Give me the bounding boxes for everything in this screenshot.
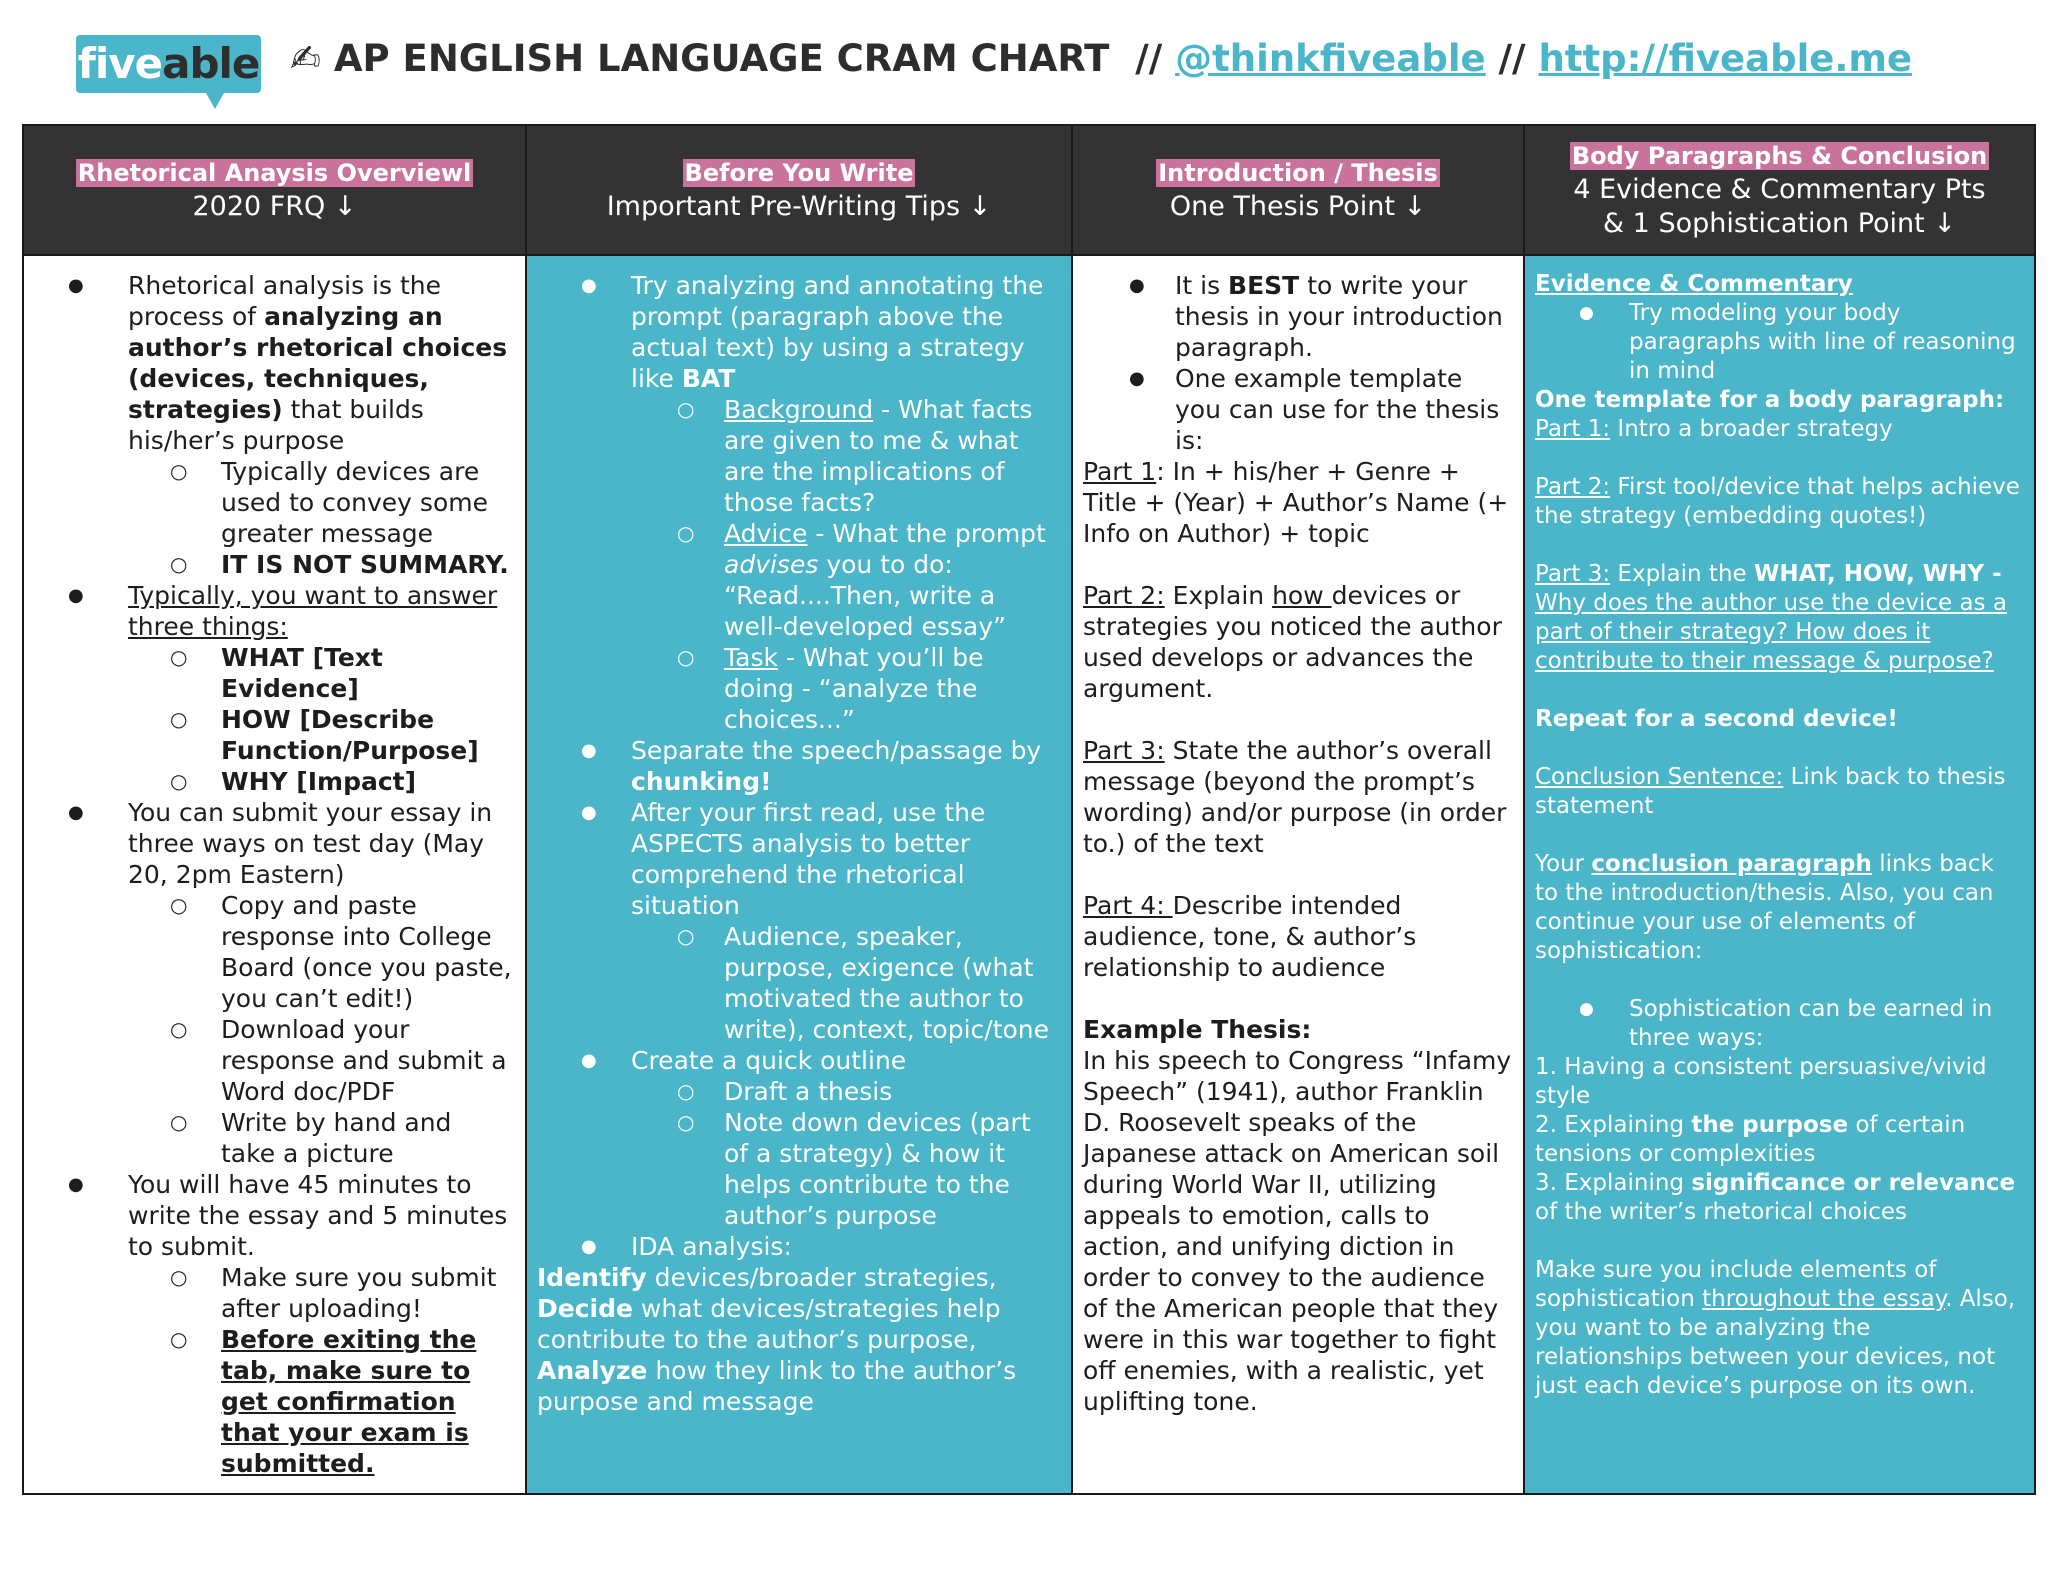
- ida-description: Identify devices/broader strategies, Decide what devices/strategies help contribute to the author’s purpose, Analyze how they link to the author’s purpose and message: [537, 1263, 1017, 1416]
- sophistication-way-2: 2. Explaining the purpose of certain tensions or complexities: [1535, 1112, 1966, 1167]
- list-item: ● It is BEST to write your thesis in your introduction paragraph.: [1083, 270, 1513, 363]
- title-text: AP ENGLISH LANGUAGE CRAM CHART: [333, 37, 1110, 80]
- column-header-overview: Rhetorical Anaysis Overviewl 2020 FRQ ↓: [23, 125, 526, 255]
- page-title: ✍ AP ENGLISH LANGUAGE CRAM CHART // @thinkfiveable // http://fiveable.me: [290, 37, 1913, 80]
- sophistication-way-3: 3. Explaining significance or relevance of the writer’s rhetorical choices: [1535, 1170, 2016, 1225]
- list-item: ○ Typically devices are used to convey some greater message: [24, 456, 513, 549]
- list-item: ● Rhetorical analysis is the process of analyzing an author’s rhetorical choices (devices, techniques, strategies) that builds his/her’s purpose: [24, 270, 513, 456]
- column-header-before-write: Before You Write Important Pre-Writing Tips ↓: [526, 125, 1072, 255]
- page-header: [0, 0, 2048, 125]
- column-header-body-conclusion: Body Paragraphs & Conclusion 4 Evidence & Commentary Pts & 1 Sophistication Point ↓: [1524, 125, 2035, 255]
- evidence-commentary-heading: Evidence & Commentary: [1535, 271, 1853, 297]
- overview-column: [23, 255, 526, 1494]
- list-item: ● Try analyzing and annotating the prompt (paragraph above the actual text) by using a strategy like BAT: [537, 270, 1061, 394]
- list-item: ○ Write by hand and take a picture: [24, 1107, 513, 1169]
- example-thesis-label: Example Thesis:: [1083, 1015, 1312, 1044]
- list-item: ○ WHAT [Text Evidence]: [24, 642, 513, 704]
- list-item: ○ Background - What facts are given to me & what are the implications of those facts?: [537, 394, 1061, 518]
- conclusion-sentence: Conclusion Sentence: Link back to thesis statement: [1535, 764, 2006, 819]
- body-part-3: Part 3: Explain the WHAT, HOW, WHY - Why does the author use the device as a part of their strategy? How does it contribute to their message & purpose?: [1535, 561, 2007, 674]
- cram-chart-table: [22, 124, 2036, 1495]
- thesis-part-1: Part 1: In + his/her + Genre + Title + (Year) + Author’s Name (+ Info on Author) + topic: [1083, 457, 1509, 548]
- list-item: ● Typically, you want to answer three things:: [24, 580, 513, 642]
- list-item: ○ Before exiting the tab, make sure to get confirmation that your exam is submitted.: [24, 1324, 513, 1479]
- before-you-write-column: [526, 255, 1072, 1494]
- header-row: [23, 125, 2035, 255]
- example-thesis-text: In his speech to Congress “Infamy Speech” (1941), author Franklin D. Roosevelt speaks of the Japanese attack on American soil during World War II, utilizing appeals to emotion, calls to action, and unifying diction in order to convey to the audience of the American people that they were in this war together to fight off enemies, with a realistic, yet uplifting tone.: [1083, 1046, 1512, 1416]
- body-conclusion-column: [1524, 255, 2035, 1494]
- thesis-column: [1072, 255, 1524, 1494]
- twitter-link[interactable]: @thinkfiveable: [1175, 37, 1486, 80]
- conclusion-paragraph: Your conclusion paragraph links back to the introduction/thesis. Also, you can continue your use of elements of sophistication:: [1535, 851, 1994, 964]
- content-row: [23, 255, 2035, 1494]
- list-item: ○ Copy and paste response into College Board (once you paste, you can’t edit!): [24, 890, 513, 1014]
- list-item: ● Sophistication can be earned in three ways:: [1535, 995, 2024, 1053]
- repeat-note: Repeat for a second device!: [1535, 706, 1898, 732]
- list-item: ○ HOW [Describe Function/Purpose]: [24, 704, 513, 766]
- body-part-2: Part 2: First tool/device that helps achieve the strategy (embedding quotes!): [1535, 474, 2020, 529]
- list-item: ○ Audience, speaker, purpose, exigence (what motivated the author to write), context, topic/tone: [537, 921, 1061, 1045]
- list-item: ○ Draft a thesis: [537, 1076, 1061, 1107]
- logo-wordmark: fiveable: [77, 39, 260, 88]
- list-item: ● One example template you can use for the thesis is:: [1083, 363, 1513, 456]
- list-item: ● You will have 45 minutes to write the essay and 5 minutes to submit.: [24, 1169, 513, 1262]
- website-link[interactable]: http://fiveable.me: [1538, 37, 1913, 80]
- list-item: ● Create a quick outline: [537, 1045, 1061, 1076]
- thesis-part-2: Part 2: Explain how devices or strategies you noticed the author used develops or advances the argument.: [1083, 581, 1502, 703]
- template-heading: One template for a body paragraph:: [1535, 387, 2005, 413]
- list-item: ● After your first read, use the ASPECTS analysis to better comprehend the rhetorical situation: [537, 797, 1061, 921]
- sophistication-way-1: 1. Having a consistent persuasive/vivid style: [1535, 1054, 1987, 1109]
- thesis-part-3: Part 3: State the author’s overall message (beyond the prompt’s wording) and/or purpose (in order to.) of the text: [1083, 736, 1507, 858]
- column-header-thesis: Introduction / Thesis One Thesis Point ↓: [1072, 125, 1524, 255]
- thesis-part-4: Part 4: Describe intended audience, tone, & author’s relationship to audience: [1083, 891, 1417, 982]
- final-note: Make sure you include elements of sophistication throughout the essay. Also, you want to be analyzing the relationships between your devices, not just each device’s purpose on its own.: [1535, 1257, 2016, 1399]
- list-item: ● Try modeling your body paragraphs with line of reasoning in mind: [1535, 299, 2024, 386]
- list-item: ○ WHY [Impact]: [24, 766, 513, 797]
- list-item: ● IDA analysis:: [537, 1231, 1061, 1262]
- list-item: ● You can submit your essay in three ways on test day (May 20, 2pm Eastern): [24, 797, 513, 890]
- list-item: ○ Make sure you submit after uploading!: [24, 1262, 513, 1324]
- body-part-1: Part 1: Intro a broader strategy: [1535, 416, 1893, 442]
- list-item: ● Separate the speech/passage by chunking!: [537, 735, 1061, 797]
- writing-hand-icon: ✍: [290, 37, 322, 80]
- list-item: ○ IT IS NOT SUMMARY.: [24, 549, 513, 580]
- fiveable-logo[interactable]: [76, 35, 261, 93]
- list-item: ○ Task - What you’ll be doing - “analyze the choices...”: [537, 642, 1061, 735]
- list-item: ○ Advice - What the prompt advises you to do: “Read....Then, write a well-developed essay”: [537, 518, 1061, 642]
- list-item: ○ Note down devices (part of a strategy) & how it helps contribute to the author’s purpose: [537, 1107, 1061, 1231]
- list-item: ○ Download your response and submit a Word doc/PDF: [24, 1014, 513, 1107]
